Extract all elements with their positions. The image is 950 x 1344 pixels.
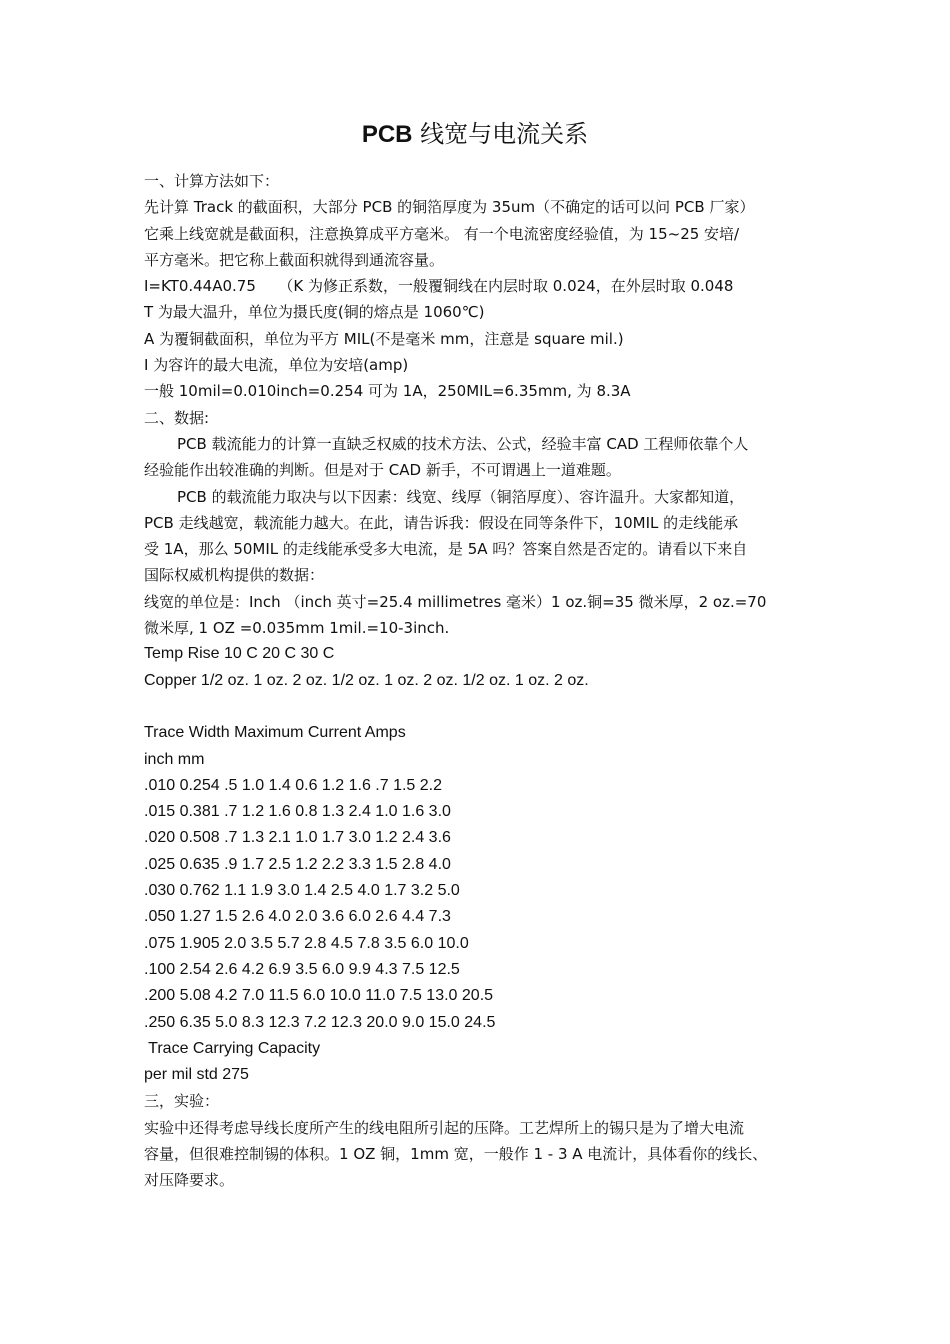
temp-rise-row: Temp Rise 10 C 20 C 30 C [144,645,335,663]
section3-line3: 对压降要求。 [144,1171,235,1190]
example-line: 一般 10mil=0.010inch=0.254 可为 1A，250MIL=6.35mm, 为 8.3A [144,382,631,401]
title-chinese: 线宽与电流关系 [412,120,589,148]
a-definition: A 为覆铜截面积，单位为平方 MIL(不是毫米 mm，注意是 square mil.) [144,329,624,348]
section1-heading: 一、计算方法如下： [144,172,280,190]
table-header-1: Trace Width Maximum Current Amps [144,724,406,742]
table-row: .030 0.762 1.1 1.9 3.0 1.4 2.5 4.0 1.7 3.2 5.0 [144,882,460,900]
table-row: .010 0.254 .5 1.0 1.4 0.6 1.2 1.6 .7 1.5 2.2 [144,776,443,794]
table-row: .050 1.27 1.5 2.6 4.0 2.0 3.6 6.0 2.6 4.4 7.3 [144,908,451,926]
table-row: .015 0.381 .7 1.2 1.6 0.8 1.3 2.4 1.0 1.6 3.0 [144,803,451,821]
table-row: .250 6.35 5.0 8.3 12.3 7.2 12.3 20.0 9.0 15.0 24.5 [144,1013,496,1031]
table-row: .020 0.508 .7 1.3 2.1 1.0 1.7 3.0 1.2 2.4 3.6 [144,829,451,847]
document-body [144,168,808,1194]
section1-para1-line3: 平方毫米。把它称上截面积就得到通流容量。 [144,250,445,269]
table-row: .025 0.635 .9 1.7 2.5 1.2 2.2 3.3 1.5 2.8 4.0 [144,855,451,873]
table-caption-1: Trace Carrying Capacity [144,1039,321,1057]
formula-line: I=KT0.44A0.75 （K 为修正系数，一般覆铜线在内层时取 0.024，在外层时取 0.048 [144,277,734,296]
section2-para1-line2: 经验能作出较准确的判断。但是对于 CAD 新手，不可谓遇上一道难题。 [144,461,621,480]
copper-row: Copper 1/2 oz. 1 oz. 2 oz. 1/2 oz. 1 oz. 2 oz. 1/2 oz. 1 oz. 2 oz. [144,671,589,689]
section3-line1: 实验中还得考虑导线长度所产生的线电阻所引起的压降。工艺焊所上的锡只是为了增大电流 [144,1118,745,1137]
section2-para2-line2: PCB 走线越宽，载流能力越大。在此，请告诉我：假设在同等条件下，10MIL 的走线能承 [144,513,739,532]
document-title [0,118,950,151]
table-row: .200 5.08 4.2 7.0 11.5 6.0 10.0 11.0 7.5 13.0 20.5 [144,987,494,1005]
table-header-2: inch mm [144,750,205,768]
current-table [144,641,808,1088]
section1-para1-line2: 它乘上线宽就是截面积，注意换算成平方毫米。 有一个电流密度经验值，为 15~25 安培/ [144,224,740,243]
units-line1: 线宽的单位是：Inch （inch 英寸=25.4 millimetres 毫米）1 oz.铜=35 微米厚，2 oz.=70 [144,592,767,611]
title-latin: PCB [361,121,413,148]
section2-heading: 二、数据: [144,408,210,427]
section3-heading: 三，实验： [144,1092,220,1111]
table-row: .075 1.905 2.0 3.5 5.7 2.8 4.5 7.8 3.5 6.0 10.0 [144,934,469,952]
units-line2: 微米厚, 1 OZ =0.035mm 1mil.=10-3inch. [144,619,450,638]
section2-para2-line3: 受 1A，那么 50MIL 的走线能承受多大电流，是 5A 吗？答案自然是否定的。请看以下来自 [144,540,748,559]
table-row: .100 2.54 2.6 4.2 6.9 3.5 6.0 9.9 4.3 7.5 12.5 [144,960,460,978]
section2-para2-line1: PCB 的载流能力取决与以下因素：线宽、线厚（铜箔厚度）、容许温升。大家都知道， [177,487,745,506]
i-definition: I 为容许的最大电流，单位为安培(amp) [144,356,409,375]
table-caption-2: per mil std 275 [144,1066,249,1084]
section1-para1-line1: 先计算 Track 的截面积，大部分 PCB 的铜箔厚度为 35um（不确定的话可以问 PCB 厂家） [144,198,755,217]
blank-line [144,694,808,720]
t-definition: T 为最大温升，单位为摄氏度(铜的熔点是 1060℃) [144,303,485,322]
section3-line2: 容量，但很难控制锡的体积。1 OZ 铜，1mm 宽，一般作 1 - 3 A 电流计，具体看你的线长、 [144,1144,768,1163]
section2-para1-line1: PCB 载流能力的计算一直缺乏权威的技术方法、公式，经验丰富 CAD 工程师依靠个人 [177,434,749,453]
section2-para2-line4: 国际权威机构提供的数据： [144,566,325,585]
